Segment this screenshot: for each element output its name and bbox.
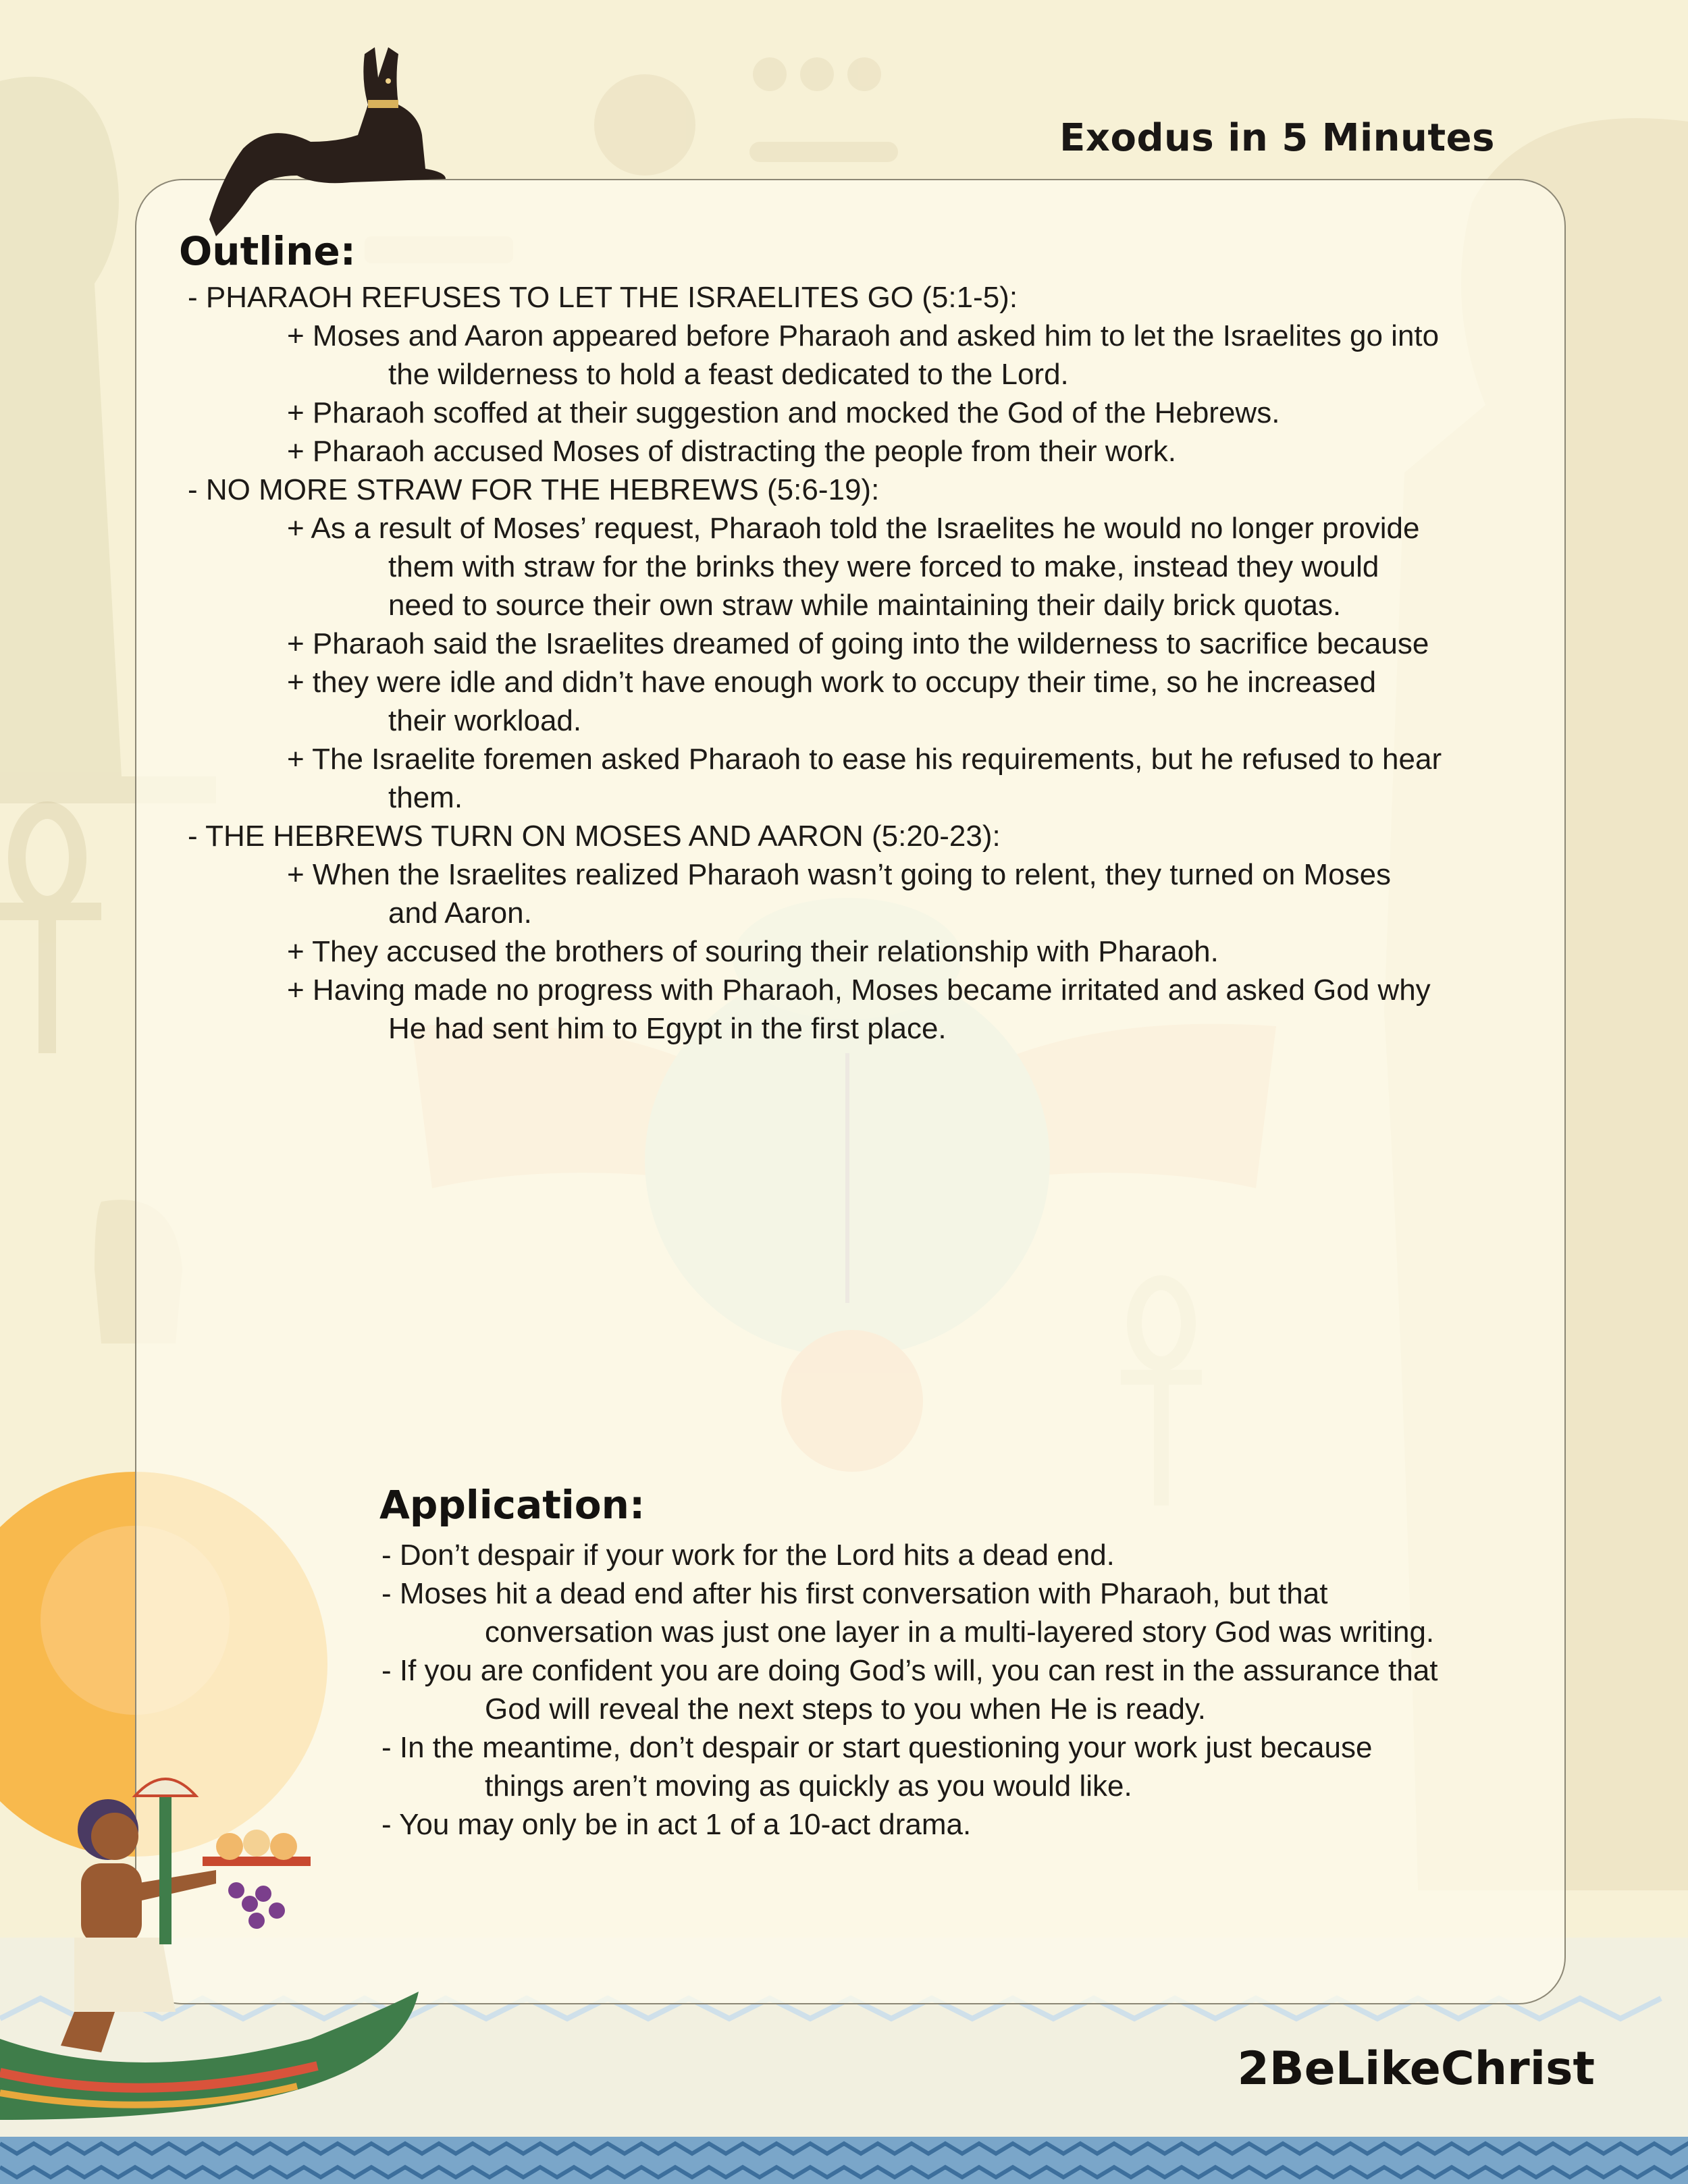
face-glyph-icon	[594, 74, 695, 176]
outline-section-title: - NO MORE STRAW FOR THE HEBREWS (5:6-19):	[188, 473, 880, 506]
application-item: - Moses hit a dead end after his first conversation with Pharaoh, but that	[381, 1577, 1328, 1610]
outline-heading: Outline:	[179, 228, 356, 274]
outline-bullet: + they were idle and didn’t have enough work to occupy their time, so he increased	[287, 666, 1377, 699]
outline-bullet-continuation: them with straw for the brinks they were forced to make, instead they would	[388, 550, 1379, 583]
outline-bullet: + They accused the brothers of souring their relationship with Pharaoh.	[287, 935, 1219, 968]
application-item: - You may only be in act 1 of a 10-act drama.	[381, 1808, 972, 1841]
outline-bullet: + The Israelite foremen asked Pharaoh to ease his requirements, but he refused to hear	[287, 743, 1442, 776]
brand-logo-text: 2BeLikeChrist	[1237, 2042, 1595, 2096]
application-item: - In the meantime, don’t despair or start questioning your work just because	[381, 1731, 1373, 1764]
application-heading: Application:	[379, 1482, 645, 1528]
outline-bullet-continuation: He had sent him to Egypt in the first place.	[388, 1012, 947, 1045]
page-title: Exodus in 5 Minutes	[1059, 116, 1495, 160]
outline-bullet: + Moses and Aaron appeared before Pharaoh and asked him to let the Israelites go into	[287, 319, 1440, 352]
application-item: - If you are confident you are doing God’s will, you can rest in the assurance that	[381, 1654, 1438, 1687]
outline-bullet: + Pharaoh scoffed at their suggestion and mocked the God of the Hebrews.	[287, 396, 1280, 429]
outline-section-title: - PHARAOH REFUSES TO LET THE ISRAELITES GO (5:1-5):	[188, 281, 1018, 314]
application-item-continuation: conversation was just one layer in a multi-layered story God was writing.	[485, 1616, 1435, 1649]
anubis-icon	[196, 41, 466, 236]
outline-bullet-continuation: need to source their own straw while maintaining their daily brick quotas.	[388, 589, 1342, 622]
outline-bullet-continuation: the wilderness to hold a feast dedicated to the Lord.	[388, 358, 1069, 391]
outline-bullet: + When the Israelites realized Pharaoh wasn’t going to relent, they turned on Moses	[287, 858, 1392, 891]
application-item-continuation: things aren’t moving as quickly as you would like.	[485, 1769, 1132, 1803]
outline-bullet-continuation: and Aaron.	[388, 897, 532, 930]
outline-bullet: + As a result of Moses’ request, Pharaoh told the Israelites he would no longer provide	[287, 512, 1420, 545]
outline-bullet-continuation: them.	[388, 781, 463, 814]
outline-bullet: + Pharaoh said the Israelites dreamed of going into the wilderness to sacrifice because	[287, 627, 1429, 660]
offering-figure-icon	[0, 1769, 446, 2133]
outline-section-title: - THE HEBREWS TURN ON MOSES AND AARON (5:20-23):	[188, 820, 1001, 853]
outline-bullet-continuation: their workload.	[388, 704, 582, 737]
boat-icon	[0, 1992, 419, 2120]
application-item: - Don’t despair if your work for the Lord hits a dead end.	[381, 1539, 1115, 1572]
ankh-icon	[0, 810, 101, 1053]
outline-bullet: + Having made no progress with Pharaoh, Moses became irritated and asked God why	[287, 974, 1431, 1007]
outline-bullet: + Pharaoh accused Moses of distracting the people from their work.	[287, 435, 1177, 468]
application-item-continuation: God will reveal the next steps to you when He is ready.	[485, 1693, 1206, 1726]
